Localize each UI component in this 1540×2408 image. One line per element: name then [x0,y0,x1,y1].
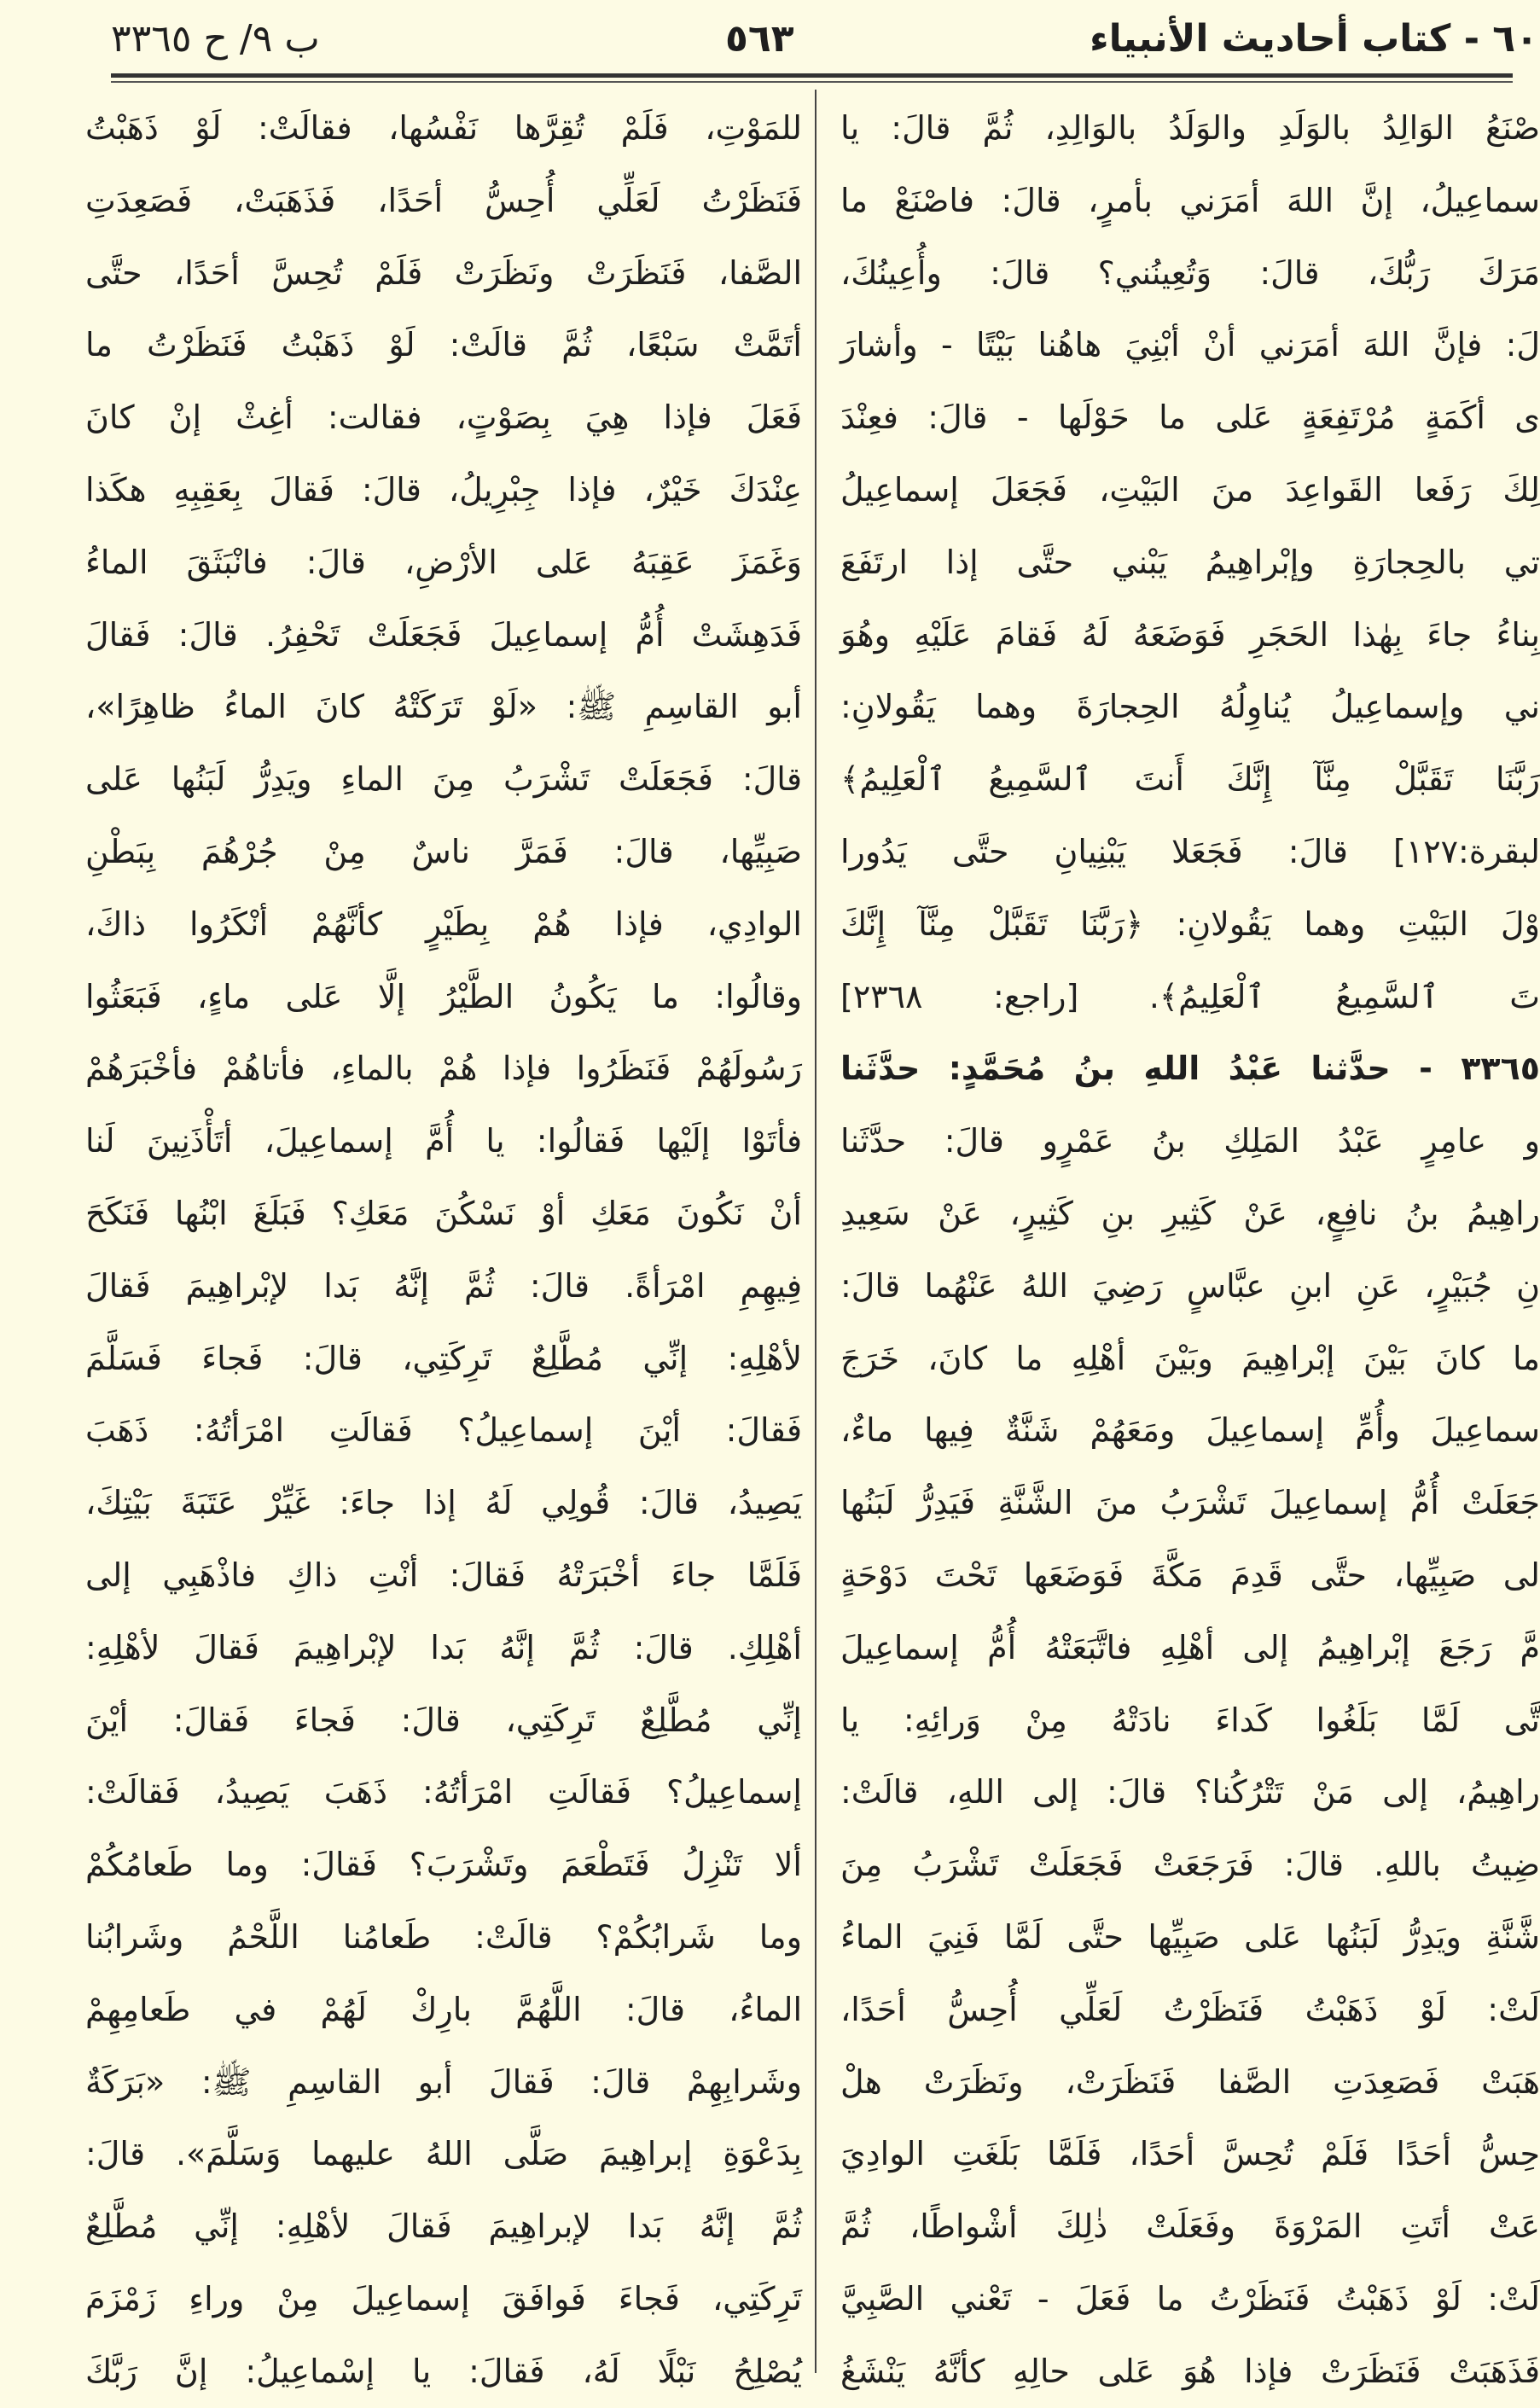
text-line: تَّى لَمَّا بَلَغُوا كَداءَ نادَتْهُ مِنْ وَرائِهِ: يا [840,1701,1540,1739]
text-line: راهِيمُ، إلى مَنْ تَتْرُكُنا؟ قالَ: إلى اللهِ، قالَتْ: [840,1773,1540,1812]
text-line: يُصْلِحُ نَبْلًا لَهُ، فَقالَ: يا إسْماعِيلُ: إنَّ رَبَّكَ [85,2352,802,2390]
text-line: هَبَتْ فَصَعِدَتِ الصَّفا فَنَظَرَتْ، ونَظَرَتْ هلْ [840,2062,1540,2101]
text-line: تَ ٱلسَّمِيعُ ٱلْعَلِيمُ﴾. [راجع: ٢٣٦٨] [840,977,1540,1015]
text-line: ثُمَّ إنَّهُ بَدا لإبراهِيمَ فَقالَ لأهْلِهِ: إنِّي مُطَّلِعٌ [85,2207,802,2246]
text-line: بِدَعْوَةِ إبراهِيمَ صَلَّى اللهُ عليهما وَسَلَّمَ». قالَ: [85,2135,802,2173]
text-line: وما شَرابُكُمْ؟ قالَتْ: طَعامُنا اللَّحْمُ وشَرابُنا [85,1917,802,1956]
text-line: فِيهِمِ امْرَأةً. قالَ: ثُمَّ إنَّهُ بَدا لإبْراهِيمَ فَقالَ [85,1266,802,1305]
text-line: فَعَلَ فإذا هِيَ بِصَوْتٍ، فقالت: أغِثْ إنْ كانَ [85,398,802,437]
text-line: ٣٣٦٥ - حدَّثنا عَبْدُ اللهِ بنُ مُحَمَّدٍ: حدَّثَنا [840,1050,1540,1088]
text-line: عَتْ أتَتِ المَرْوَةَ وفَعَلَتْ ذٰلِكَ أشْواطًا، ثُمَّ [840,2207,1540,2246]
text-line: حِسُّ أحَدًا فَلَمْ تُحِسَّ أحَدًا، فَلَمَّا بَلَغَتِ الوادِيَ [840,2135,1540,2173]
column-divider [815,90,816,2373]
text-line: ضِيتُ باللهِ. قالَ: فَرَجَعَتْ فَجَعَلَتْ تَشْرَبُ مِنَ [840,1846,1540,1884]
text-line: ألا تَنْزِلُ فَتَطْعَمَ وتَشْرَبَ؟ فَقالَ: وما طَعامُكُمْ [85,1846,802,1884]
text-line: وَغَمَزَ عَقِبَهُ عَلى الأرْضِ، قالَ: فانْبَثَقَ الماءُ [85,543,802,581]
text-line: لَتْ: لَوْ ذَهَبْتُ فَنَظَرْتُ ما فَعَلَ - تَعْني الصَّبِيَّ [840,2279,1540,2318]
text-line: لى صَبِيِّها، حتَّى قَدِمَ مَكَّةَ فَوَضَعَها تَحْتَ دَوْحَةٍ [840,1556,1540,1594]
right-column [840,92,1540,2408]
text-line: مَّ رَجَعَ إبْراهِيمُ إلى أهْلِهِ فاتَّبَعَتْهُ أُمُّ إسماعِيلَ [840,1628,1540,1666]
text-line: الماءُ، قالَ: اللَّهُمَّ بارِكْ لَهُمْ في طَعامِهِمْ [85,1990,802,2028]
text-line: ني وإسماعِيلُ يُناوِلُهُ الحِجارَةَ وهما يَقُولانِ: [840,688,1540,726]
text-line: أبو القاسِمِ ﷺ: «لَوْ تَرَكَتْهُ كانَ الماءُ ظاهِرًا»، [85,688,802,726]
text-line: فأتَوْا إلَيْها فَقالُوا: يا أُمَّ إسماعِيلَ، أتَأْذَنِينَ لَنا [85,1122,802,1160]
text-line: جَعَلَتْ أُمُّ إسماعِيلَ تَشْرَبُ منَ الشَّنَّةِ فَيَدِرُّ لَبَنُها [840,1484,1540,1522]
text-line: صْنَعُ الوَالِدُ بالوَلَدِ والوَلَدُ بالوَالِدِ، ثُمَّ قالَ: يا [840,109,1540,147]
text-line: فَذَهَبَتْ فَنَظَرَتْ فإذا هُوَ عَلى حالِهِ كأنَّهُ يَنْشَغُ [840,2352,1540,2390]
text-line: تَرِكَتِي، فَجاءَ فَوافَقَ إسماعِيلَ مِنْ وراءِ زَمْزَمَ [85,2279,802,2318]
text-line: وْلَ البَيْتِ وهما يَقُولانِ: ﴿رَبَّنَا تَقَبَّلْ مِنَّآ إِنَّكَ [840,904,1540,943]
text-line: وقالُوا: ما يَكُونُ الطَّيْرُ إلَّا عَلى ماءٍ، فَبَعَثُوا [85,977,802,1015]
text-line: فَدَهِشَتْ أُمُّ إسماعِيلَ فَجَعَلَتْ تَحْفِرُ. قالَ: فَقالَ [85,615,802,654]
text-line: ى أكَمَةٍ مُرْتَفِعَةٍ عَلى ما حَوْلَها - قالَ: فعِنْدَ [840,398,1540,437]
text-line: إسماعِيلُ؟ فَقالَتِ امْرَأتُهُ: ذَهَبَ يَصِيدُ، فَقالَتْ: [85,1773,802,1812]
text-line: رَبَّنَا تَقَبَّلْ مِنَّآ إِنَّكَ أَنتَ ٱلسَّمِيعُ ٱلْعَلِيمُ﴾ [840,760,1540,799]
header-rule [111,73,1513,78]
text-line: فَقالَ: أيْنَ إسماعِيلُ؟ فَقالَتِ امْرَأتُهُ: ذَهَبَ [85,1411,802,1450]
text-line: أتَمَّتْ سَبْعًا، ثُمَّ قالَتْ: لَوْ ذَهَبْتُ فَنَظَرْتُ ما [85,326,802,364]
text-line: رَسُولَهُمْ فَنَظَرُوا فإذا هُمْ بالماءِ، فأتاهُمْ فأخْبَرَهُمْ [85,1050,802,1088]
text-line: مَرَكَ رَبُّكَ، قالَ: وَتُعِينُني؟ قالَ: وأُعِينُكَ، [840,253,1540,292]
text-line: نِ جُبَيْرٍ، عَنِ ابنِ عبَّاسٍ رَضِيَ اللهُ عَنْهُما قالَ: [840,1266,1540,1305]
text-line: لبقرة:١٢٧] قالَ: فَجَعَلا يَبْنِيانِ حتَّى يَدُورا [840,832,1540,870]
text-line: تي بالحِجارَةِ وإبْراهِيمُ يَبْني حتَّى إذا ارتَفَعَ [840,543,1540,581]
text-line: للمَوْتِ، فَلَمْ تُقِرَّها نَفْسُها، فقالَتْ: لَوْ ذَهَبْتُ [85,109,802,147]
text-line: ما كانَ بَيْنَ إبْراهِيمَ وبَيْنَ أهْلِهِ ما كانَ، خَرَجَ [840,1339,1540,1377]
text-line: أنْ نَكُونَ مَعَكِ أوْ نَسْكُنَ مَعَكِ؟ فَبَلَغَ ابْنُها فَنَكَحَ [85,1194,802,1232]
text-line: سماعِيلُ، إنَّ اللهَ أمَرَني بأمرٍ، قالَ: فاصْنَعْ ما [840,181,1540,219]
text-line: عِنْدَكَ خَيْرٌ، فإذا جِبْرِيلُ، قالَ: فَقالَ بِعَقِبِهِ هكَذا [85,470,802,509]
text-line: لَتْ: لَوْ ذَهَبْتُ فَنَظَرْتُ لَعَلِّي أُحِسُّ أحَدًا، [840,1990,1540,2028]
text-line: سماعِيلَ وأُمِّ إسماعِيلَ ومَعَهُمْ شَنَّةٌ فِيها ماءٌ، [840,1411,1540,1450]
header-rule-thin [111,81,1513,83]
text-line: بِناءُ جاءَ بِهٰذا الحَجَرِ فَوَضَعَهُ لَهُ فَقامَ عَلَيْهِ وهُوَ [840,615,1540,654]
running-header-reference: ب ٩/ ح ٣٣٦٥ [111,17,320,61]
text-line: الوادِي، فإذا هُمْ بِطَيْرٍ كأنَّهُمْ أنْكَرُوا ذاكَ، [85,904,802,943]
text-line: صَبِيِّها، قالَ: فَمَرَّ ناسٌ مِنْ جُرْهُمَ بِبَطْنِ [85,832,802,870]
text-line: لِكَ رَفَعا القَواعِدَ منَ البَيْتِ، فَجَعَلَ إسماعِيلُ [840,470,1540,509]
text-line: شَّنَّةِ ويَدِرُّ لَبَنُها عَلى صَبِيِّها حتَّى لَمَّا فَنِيَ الماءُ [840,1917,1540,1956]
text-line: راهِيمُ بنُ نافِعٍ، عَنْ كَثِيرِ بنِ كَثِيرٍ، عَنْ سَعِيدِ [840,1194,1540,1232]
text-line: فَنَظَرْتُ لَعَلِّي أُحِسُّ أحَدًا، فَذَهَبَتْ، فَصَعِدَتِ [85,181,802,219]
text-line: إنِّي مُطَّلِعٌ تَرِكَتِي، قالَ: فَجاءَ فَقالَ: أيْنَ [85,1701,802,1739]
text-line: و عامِرٍ عَبْدُ المَلِكِ بنُ عَمْرٍو قالَ: حدَّثَنا [840,1122,1540,1160]
text-line: يَصِيدُ، قالَ: قُولِي لَهُ إذا جاءَ: غَيِّرْ عَتَبَةَ بَيْتِكَ، [85,1484,802,1522]
running-header-chapter: ٦٠ - كتاب أحاديث الأنبياء [1090,17,1538,61]
text-line: فَلَمَّا جاءَ أخْبَرَتْهُ فَقالَ: أنْتِ ذاكِ فاذْهَبِي إلى [85,1556,802,1594]
text-line: الصَّفا، فَنَظَرَتْ ونَظَرَتْ فَلَمْ تُحِسَّ أحَدًا، حتَّى [85,253,802,292]
text-line: لأهْلِهِ: إنِّي مُطَّلِعٌ تَرِكَتِي، قالَ: فَجاءَ فَسَلَّمَ [85,1339,802,1377]
text-line: قالَ: فَجَعَلَتْ تَشْرَبُ مِنَ الماءِ ويَدِرُّ لَبَنُها عَلى [85,760,802,799]
page-number: ٥٦٣ [725,17,794,61]
text-line: لَ: فإنَّ اللهَ أمَرَني أنْ أبْنِيَ هاهُنا بَيْتًا - وأشارَ [840,326,1540,364]
text-line: أهْلِكِ. قالَ: ثُمَّ إنَّهُ بَدا لإبْراهِيمَ فَقالَ لأهْلِهِ: [85,1628,802,1666]
text-line: وشَرابِهِمْ قالَ: فَقالَ أبو القاسِمِ ﷺ: «بَرَكَةٌ [85,2062,802,2101]
left-column [85,92,802,2408]
